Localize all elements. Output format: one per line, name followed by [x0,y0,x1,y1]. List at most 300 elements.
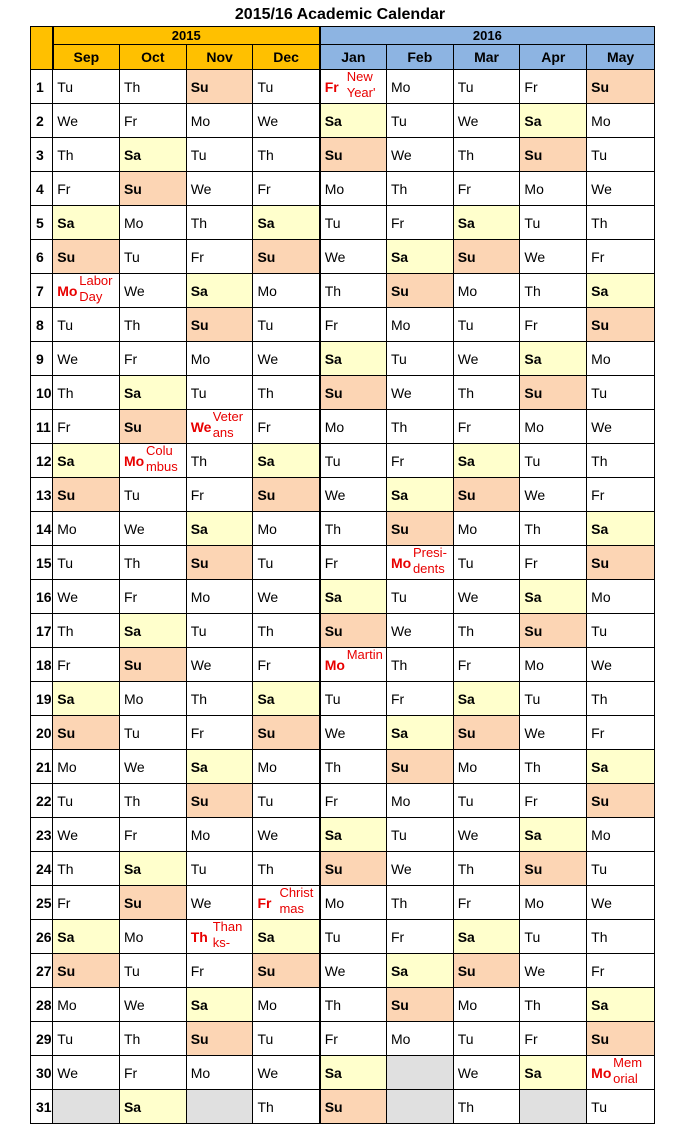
weekday-label: Su [457,248,476,265]
day-cell [453,104,520,138]
weekday-label: Sa [324,588,342,605]
day-row [31,138,655,172]
weekday-label: We [257,826,279,843]
weekday-label: Su [591,554,610,571]
month-header-oct: Oct [119,45,186,70]
day-cell [253,920,320,954]
weekday-label: Sa [190,996,208,1013]
day-cell [119,614,186,648]
day-cell [186,546,253,580]
weekday-label: Su [591,1030,610,1047]
day-cell [253,342,320,376]
day-cell [320,954,387,988]
day-cell [320,138,387,172]
blank-cell [386,1056,453,1090]
day-cell [520,274,587,308]
weekday-label: Fr [324,792,338,809]
day-cell [520,682,587,716]
weekday-label: Th [457,1098,475,1115]
day-number: 10 [31,376,53,410]
day-cell [186,240,253,274]
weekday-label: Mo [257,758,277,775]
day-cell [119,512,186,546]
weekday-label: Sa [390,962,409,979]
weekday-label: We [190,418,212,435]
weekday-label: Mo [123,928,144,945]
weekday-label: Th [57,860,74,877]
weekday-label: Su [524,860,543,877]
weekday-label: Sa [591,282,609,299]
holiday-name: Martin [346,647,383,662]
day-cell [186,206,253,240]
day-number: 24 [31,852,53,886]
day-cell [320,342,387,376]
weekday-label: We [57,826,78,843]
day-cell [587,648,655,682]
weekday-label: Th [257,146,274,163]
day-cell [587,682,655,716]
weekday-label: Fr [123,112,138,129]
weekday-label: Fr [457,656,471,673]
day-number: 22 [31,784,53,818]
day-cell [119,478,186,512]
weekday-label: We [591,656,612,673]
day-number: 16 [31,580,53,614]
day-cell [186,886,253,920]
weekday-label: Su [257,248,276,265]
weekday-label: Fr [123,588,138,605]
weekday-label: Tu [190,384,207,401]
weekday-label: Tu [257,78,274,95]
day-cell [587,886,655,920]
day-cell [186,818,253,852]
day-cell [53,478,120,512]
weekday-label: Mo [123,690,144,707]
day-cell [453,1022,520,1056]
weekday-label: Mo [190,350,211,367]
day-cell [453,954,520,988]
holiday-cell [386,546,453,580]
day-cell [587,818,655,852]
blank-cell [53,1090,120,1124]
weekday-label: Th [524,282,541,299]
day-cell [53,580,120,614]
weekday-label: We [123,758,145,775]
weekday-label: Mo [324,656,345,673]
day-cell [520,104,587,138]
day-number: 15 [31,546,53,580]
weekday-label: Mo [324,180,345,197]
day-cell [119,172,186,206]
weekday-label: We [57,588,78,605]
weekday-label: Sa [524,350,542,367]
weekday-label: We [324,724,346,741]
day-number: 31 [31,1090,53,1124]
weekday-label: Sa [257,452,275,469]
weekday-label: Th [57,146,74,163]
day-cell [453,478,520,512]
day-cell [320,784,387,818]
weekday-label: Tu [457,78,474,95]
year-header-row [31,27,655,45]
day-cell [186,104,253,138]
weekday-label: Su [123,180,142,197]
day-cell [186,716,253,750]
year-2015-header: 2015 [53,27,320,45]
day-number: 28 [31,988,53,1022]
day-cell [520,920,587,954]
weekday-label: Su [390,520,409,537]
weekday-label: Tu [457,1030,474,1047]
weekday-label: We [57,350,78,367]
weekday-label: Sa [257,928,275,945]
weekday-label: Th [524,520,541,537]
weekday-label: We [524,962,546,979]
weekday-label: Tu [123,248,140,265]
weekday-label: Sa [257,690,275,707]
weekday-label: We [457,588,479,605]
weekday-label: Tu [524,214,541,231]
day-cell [453,716,520,750]
weekday-label: Th [457,146,475,163]
weekday-label: Th [457,622,475,639]
holiday-cell [253,886,320,920]
weekday-label: Mo [390,316,411,333]
weekday-label: Fr [524,792,538,809]
day-cell [587,70,655,104]
weekday-label: Mo [591,350,611,367]
weekday-label: Mo [524,180,544,197]
weekday-label: Th [123,554,141,571]
day-cell [587,410,655,444]
weekday-label: We [123,282,145,299]
day-cell [587,444,655,478]
day-cell [320,512,387,546]
day-cell [53,614,120,648]
weekday-label: Tu [123,486,140,503]
weekday-label: Th [190,452,208,469]
day-cell [587,546,655,580]
day-row [31,784,655,818]
weekday-label: Th [123,78,141,95]
day-cell [186,70,253,104]
weekday-label: We [524,486,546,503]
day-cell [520,716,587,750]
day-cell [520,988,587,1022]
weekday-label: Tu [591,860,607,877]
day-cell [453,784,520,818]
day-cell [186,648,253,682]
day-cell [587,988,655,1022]
day-cell [253,716,320,750]
weekday-label: Th [324,282,342,299]
day-cell [53,138,120,172]
day-cell [453,1056,520,1090]
weekday-label: We [324,248,346,265]
day-cell [119,138,186,172]
day-cell [320,274,387,308]
weekday-label: Fr [591,962,605,979]
weekday-label: Fr [390,690,405,707]
weekday-label: Mo [457,758,478,775]
day-cell [386,206,453,240]
day-cell [587,240,655,274]
day-cell [386,818,453,852]
weekday-label: Sa [123,146,142,163]
weekday-label: Th [257,384,274,401]
weekday-label: Mo [123,452,145,469]
day-cell [386,1022,453,1056]
day-cell [253,240,320,274]
day-cell [53,1056,120,1090]
day-cell [186,478,253,512]
weekday-label: Su [457,724,476,741]
day-number: 27 [31,954,53,988]
weekday-label: Su [524,622,543,639]
weekday-label: Tu [257,554,274,571]
calendar-body [31,70,655,1124]
weekday-label: Tu [57,1030,74,1047]
weekday-label: Sa [591,758,609,775]
day-cell [253,988,320,1022]
day-cell [53,716,120,750]
weekday-label: Su [57,486,76,503]
weekday-label: We [324,486,346,503]
weekday-label: Mo [190,1064,211,1081]
day-number: 8 [31,308,53,342]
weekday-label: Tu [524,928,541,945]
weekday-label: Th [524,996,541,1013]
weekday-label: We [390,384,412,401]
day-cell [53,1022,120,1056]
weekday-label: Su [57,962,76,979]
day-cell [186,274,253,308]
day-cell [53,818,120,852]
weekday-label: Su [257,962,276,979]
day-cell [587,614,655,648]
weekday-label: Fr [390,452,405,469]
year-2016-header: 2016 [320,27,655,45]
weekday-label: Su [190,792,209,809]
day-cell [386,138,453,172]
weekday-label: Fr [324,78,339,95]
day-cell [453,546,520,580]
weekday-label: Fr [457,418,471,435]
day-number: 25 [31,886,53,920]
blank-cell [186,1090,253,1124]
day-cell [453,138,520,172]
day-cell [119,1022,186,1056]
day-cell [587,376,655,410]
day-number: 4 [31,172,53,206]
day-cell [320,852,387,886]
weekday-label: Tu [591,1098,607,1115]
month-header-feb: Feb [386,45,453,70]
day-number: 19 [31,682,53,716]
weekday-label: Su [190,78,209,95]
day-cell [587,342,655,376]
day-cell [587,920,655,954]
day-cell [453,342,520,376]
day-cell [186,444,253,478]
page-title: 2015/16 Academic Calendar [234,6,446,23]
holiday-name: Veter ans [212,409,244,440]
day-cell [386,240,453,274]
weekday-label: Th [324,758,342,775]
day-cell [320,818,387,852]
weekday-label: Tu [57,554,74,571]
day-cell [119,308,186,342]
day-cell [453,614,520,648]
day-cell [253,954,320,988]
day-cell [587,138,655,172]
day-cell [53,512,120,546]
weekday-label: We [123,520,145,537]
day-cell [53,240,120,274]
weekday-label: Sa [524,112,542,129]
day-cell [320,172,387,206]
day-cell [119,818,186,852]
weekday-label: Th [524,758,541,775]
holiday-name: New Year' [346,69,376,100]
weekday-label: Su [257,724,276,741]
weekday-label: Mo [190,588,211,605]
weekday-label: Th [57,622,74,639]
day-row [31,682,655,716]
month-header-jan: Jan [320,45,387,70]
day-cell [186,852,253,886]
weekday-label: Th [324,996,342,1013]
day-row [31,206,655,240]
day-cell [119,1090,186,1124]
day-cell [386,342,453,376]
holiday-cell [186,410,253,444]
day-row [31,240,655,274]
weekday-label: Mo [257,996,277,1013]
day-cell [53,308,120,342]
day-cell [186,750,253,784]
day-cell [587,274,655,308]
weekday-label: Mo [57,996,77,1013]
day-cell [186,614,253,648]
day-cell [53,410,120,444]
day-cell [520,342,587,376]
day-row [31,172,655,206]
day-row [31,376,655,410]
day-cell [320,750,387,784]
day-cell [453,410,520,444]
weekday-label: Su [190,554,209,571]
weekday-label: Su [591,316,610,333]
day-cell [587,1022,655,1056]
weekday-label: Fr [57,418,71,435]
day-cell [453,580,520,614]
weekday-label: Su [390,996,409,1013]
weekday-label: Sa [57,214,75,231]
weekday-label: Th [123,1030,141,1047]
weekday-label: Mo [591,588,611,605]
weekday-label: Fr [257,656,271,673]
day-cell [253,206,320,240]
weekday-label: Sa [390,724,409,741]
day-cell [520,852,587,886]
day-cell [320,682,387,716]
day-row [31,818,655,852]
weekday-label: Tu [123,962,140,979]
day-cell [320,308,387,342]
weekday-label: Sa [123,622,142,639]
weekday-label: Sa [123,860,142,877]
weekday-label: We [591,180,612,197]
day-cell [119,104,186,138]
day-cell [186,580,253,614]
day-cell [320,478,387,512]
day-cell [587,512,655,546]
weekday-label: Th [257,1098,274,1115]
day-cell [587,580,655,614]
day-cell [119,920,186,954]
weekday-label: Su [57,724,76,741]
day-cell [520,818,587,852]
day-number: 7 [31,274,53,308]
day-cell [119,852,186,886]
day-number: 12 [31,444,53,478]
weekday-label: Th [190,928,208,945]
weekday-label: Th [390,180,408,197]
day-cell [587,206,655,240]
weekday-label: Mo [257,520,277,537]
day-cell [520,546,587,580]
day-cell [320,240,387,274]
weekday-label: Tu [57,316,74,333]
day-cell [520,512,587,546]
calendar-table [30,26,655,1124]
weekday-label: Th [123,792,141,809]
weekday-label: We [457,826,479,843]
day-cell [53,206,120,240]
day-cell [186,308,253,342]
day-number: 26 [31,920,53,954]
day-cell [453,648,520,682]
weekday-label: We [457,112,479,129]
day-cell [453,308,520,342]
weekday-label: Su [190,316,209,333]
day-cell [386,308,453,342]
weekday-label: We [457,1064,479,1081]
day-cell [119,682,186,716]
day-row [31,274,655,308]
weekday-label: Fr [524,554,538,571]
day-cell [453,920,520,954]
day-cell [520,376,587,410]
day-cell [386,682,453,716]
day-cell [186,512,253,546]
weekday-label: Sa [57,452,75,469]
day-cell [587,784,655,818]
day-cell [53,886,120,920]
month-header-dec: Dec [253,45,320,70]
weekday-label: Su [591,78,610,95]
weekday-label: Fr [257,418,271,435]
weekday-label: Sa [457,214,475,231]
day-cell [320,716,387,750]
day-number: 1 [31,70,53,104]
day-cell [186,138,253,172]
day-cell [53,648,120,682]
day-cell [386,104,453,138]
holiday-name: Labor Day [79,273,113,304]
weekday-label: Mo [524,418,544,435]
